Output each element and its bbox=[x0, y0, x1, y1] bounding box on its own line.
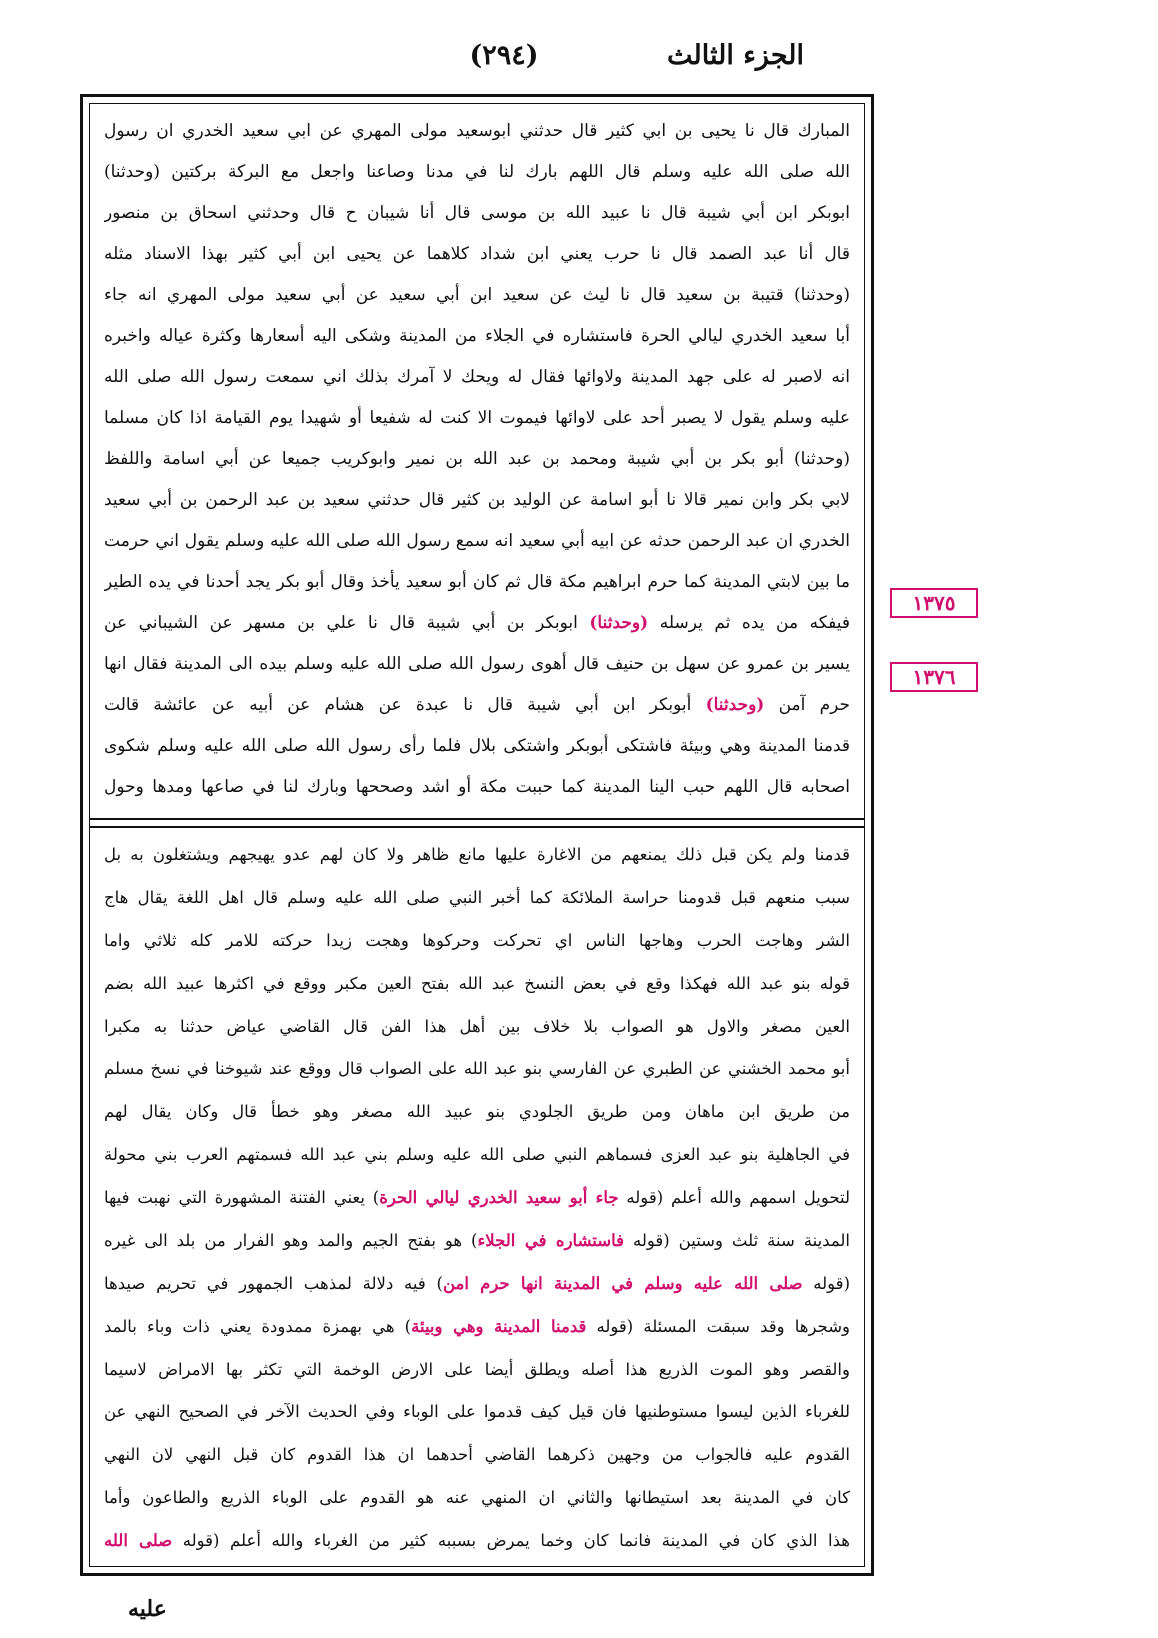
part-title: الجزء الثالث bbox=[667, 40, 804, 71]
sharh-line: لتحويل اسمهم والله أعلم (قوله جاء أبو سعيد الخدري ليالي الحرة) يعني الفتنة المشهورة التي نهبت فيها bbox=[104, 1188, 850, 1207]
sharh-line: سبب منعهم قبل قدومنا حراسة الملائكة كما أخبر النبي صلى الله عليه وسلم قال اهل اللغة يقال هاج bbox=[104, 887, 850, 907]
matn-line: قال أنا عبد الصمد قال نا حرب يعني ابن شداد كلاهما عن يحيى ابن أبي كثير بهذا الاسناد مثله bbox=[104, 244, 850, 264]
highlighted-phrase: جاء أبو سعيد الخدري ليالي الحرة bbox=[379, 1188, 619, 1207]
sharh-line: من طريق ابن ماهان ومن طريق الجلودي بنو عبيد الله مصغر وهو خطأ قال وكان يقال لهم bbox=[104, 1102, 850, 1122]
matn-line: المبارك قال نا يحيى بن ابي كثير قال حدثني ابوسعيد مولى المهري عن ابي سعيد الخدري ان رسول bbox=[104, 121, 850, 141]
section-divider bbox=[90, 826, 864, 828]
matn-line: يسير بن عمرو عن سهل بن حنيف قال أهوى رسول الله صلى الله عليه وسلم بيده الى المدينة فقال انها bbox=[104, 654, 850, 674]
sharh-line: للغرباء الذين ليسوا مستوطنيها فان قيل كيف قدموا على الوباء وفي الحديث الآخر في الصحيح النهي عن bbox=[104, 1402, 850, 1422]
sharh-line: الشر وهاجت الحرب وهاجها الناس اي تحركت وحركوها وهجت زيدا حركته للامر كله ثلاثي واما bbox=[104, 930, 850, 950]
matn-line: ما بين لابتي المدينة كما حرم ابراهيم مكة قال ثم كان أبو سعيد يأخذ وقال أبو بكر يجد أحدنا في يده الطير bbox=[104, 572, 850, 592]
sharh-line: القدوم عليه فالجواب من وجهين ذكرهما القاضي أحدهما ان هذا القدوم كان قبل النهي لان النهي bbox=[104, 1445, 850, 1465]
sharh-line: والقصر وهو الموت الذريع هذا أصله ويطلق أيضا على الارض الوخمة التي تكثر بها الامراض لاسيما bbox=[104, 1359, 850, 1379]
page-frame-inner bbox=[89, 103, 865, 1567]
hadith-number-1376: ١٣٧٦ bbox=[890, 662, 978, 692]
sharh-line: العين مصغر والاول هو الصواب بلا خلاف بين أهل هذا الفن قال القاضي عياض حدثنا به مكبرا bbox=[104, 1016, 850, 1036]
sharh-line: أبو محمد الخشني عن الطبري عن الفارسي بنو عبد الله على الصواب قال ووقع عند شيوخنا في نسخ مسلم bbox=[104, 1059, 850, 1079]
matn-line: فيفكه من يده ثم يرسله (وحدثنا) ابوبكر بن أبي شيبة قال نا علي بن مسهر عن الشيباني عن bbox=[104, 613, 850, 633]
highlighted-phrase: فاستشاره في الجلاء bbox=[477, 1230, 625, 1250]
matn-line: (وحدثنا) أبو بكر بن أبي شيبة ومحمد بن عبد الله بن نمير وابوكريب جميعا عن أبي اسامة واللفظ bbox=[104, 449, 850, 469]
sharh-line: (قوله صلى الله عليه وسلم في المدينة انها حرم امن) فيه دلالة لمذهب الجمهور في تحريم صيدها bbox=[104, 1273, 850, 1293]
matn-line: لابي بكر وابن نمير قالا نا أبو اسامة عن الوليد بن كثير قال حدثني سعيد بن عبد الرحمن بن أبي سعيد bbox=[104, 490, 850, 510]
matn-line: الخدري ان عبد الرحمن حدثه عن ابيه أبي سعيد انه سمع رسول الله صلى الله عليه وسلم يقول اني حرمت bbox=[104, 531, 850, 551]
matn-line: قدمنا المدينة وهي وبيئة فاشتكى أبوبكر واشتكى بلال فلما رأى رسول الله صلى الله عليه وسلم شكوى bbox=[104, 736, 850, 756]
matn-line: أبا سعيد الخدري ليالي الحرة فاستشاره في الجلاء من المدينة وشكى اليه أسعارها وكثرة عياله واخبره bbox=[104, 326, 850, 346]
highlighted-phrase: صلى الله bbox=[104, 1531, 173, 1550]
sharh-line: المدينة سنة ثلث وستين (قوله فاستشاره في الجلاء) هو بفتح الجيم والمد وهو الفرار من بلد الى غيره bbox=[104, 1230, 850, 1250]
sharh-lines bbox=[104, 840, 850, 1560]
sharh-block bbox=[104, 840, 850, 1560]
sharh-line: قوله بنو عبد الله فهكذا وقع في بعض النسخ عبد الله بفتح العين مكبر ووقع في اكثرها عبيد الله بضم bbox=[104, 973, 850, 993]
sharh-line: في الجاهلية بنو عبد العزى فسماهم النبي صلى الله عليه وسلم بني عبد الله فسمتهم العرب بني محولة bbox=[104, 1145, 850, 1165]
sharh-line: وشجرها وقد سبقت المسئلة (قوله قدمنا المدينة وهي وبيئة) هي بهمزة ممدودة يعني ذات وباء بالمد bbox=[104, 1316, 850, 1336]
matn-line: ابوبكر ابن أبي شيبة قال نا عبيد الله بن موسى قال أنا شيبان ح قال وحدثني اسحاق بن منصور bbox=[104, 203, 850, 223]
matn-line: اصحابه قال اللهم حبب الينا المدينة كما حببت مكة أو اشد وصححها وبارك لنا في صاعها ومدها وحول bbox=[104, 777, 850, 797]
sharh-line: هذا الذي كان في المدينة فانما كان وخما يمرض بسببه كثير من الغرباء والله أعلم (قوله صلى الله bbox=[104, 1531, 850, 1550]
section-divider bbox=[90, 818, 864, 820]
highlighted-phrase: صلى الله عليه وسلم في المدينة انها حرم امن bbox=[442, 1273, 803, 1293]
page-number: (٢٩٤) bbox=[469, 40, 539, 71]
matn-block bbox=[104, 116, 850, 806]
matn-line: عليه وسلم يقول لا يصبر أحد على لاوائها فيموت الا كنت له شفيعا أو شهيدا يوم القيامة اذا كان مسلما bbox=[104, 408, 850, 428]
hadith-number-1375: ١٣٧٥ bbox=[890, 588, 978, 618]
matn-line: حرم آمن (وحدثنا) أبوبكر ابن أبي شيبة قال نا عبدة عن هشام عن أبيه عن عائشة قالت bbox=[104, 695, 850, 715]
highlighted-phrase: (وحدثنا) bbox=[705, 695, 765, 715]
highlighted-phrase: (وحدثنا) bbox=[589, 613, 649, 633]
matn-line: الله صلى الله عليه وسلم قال اللهم بارك لنا في مدنا وصاعنا واجعل مع البركة بركتين (وحدثنا) bbox=[104, 162, 850, 182]
highlighted-phrase: قدمنا المدينة وهي وبيئة bbox=[411, 1316, 587, 1336]
matn-line: انه لاصبر له على جهد المدينة ولاوائها فقال له ويحك لا آمرك بذلك اني سمعت رسول الله صلى الله bbox=[104, 367, 850, 387]
catchword: عليه bbox=[128, 1596, 167, 1622]
matn-line: (وحدثنا) قتيبة بن سعيد قال نا ليث عن سعيد ابن أبي سعيد عن أبي سعيد مولى المهري انه جاء bbox=[104, 285, 850, 305]
sharh-line: كان في المدينة بعد استيطانها والثاني ان المنهي عنه هو القدوم على الوباء الذريع والطاعون وأما bbox=[104, 1488, 850, 1508]
sharh-line: قدمنا ولم يكن قبل ذلك يمنعهم من الاغارة عليها مانع ظاهر ولا كان لهم عدو يهيجهم ويشتغلون به بل bbox=[104, 845, 850, 864]
page-frame bbox=[80, 94, 874, 1576]
matn-lines bbox=[104, 116, 850, 806]
